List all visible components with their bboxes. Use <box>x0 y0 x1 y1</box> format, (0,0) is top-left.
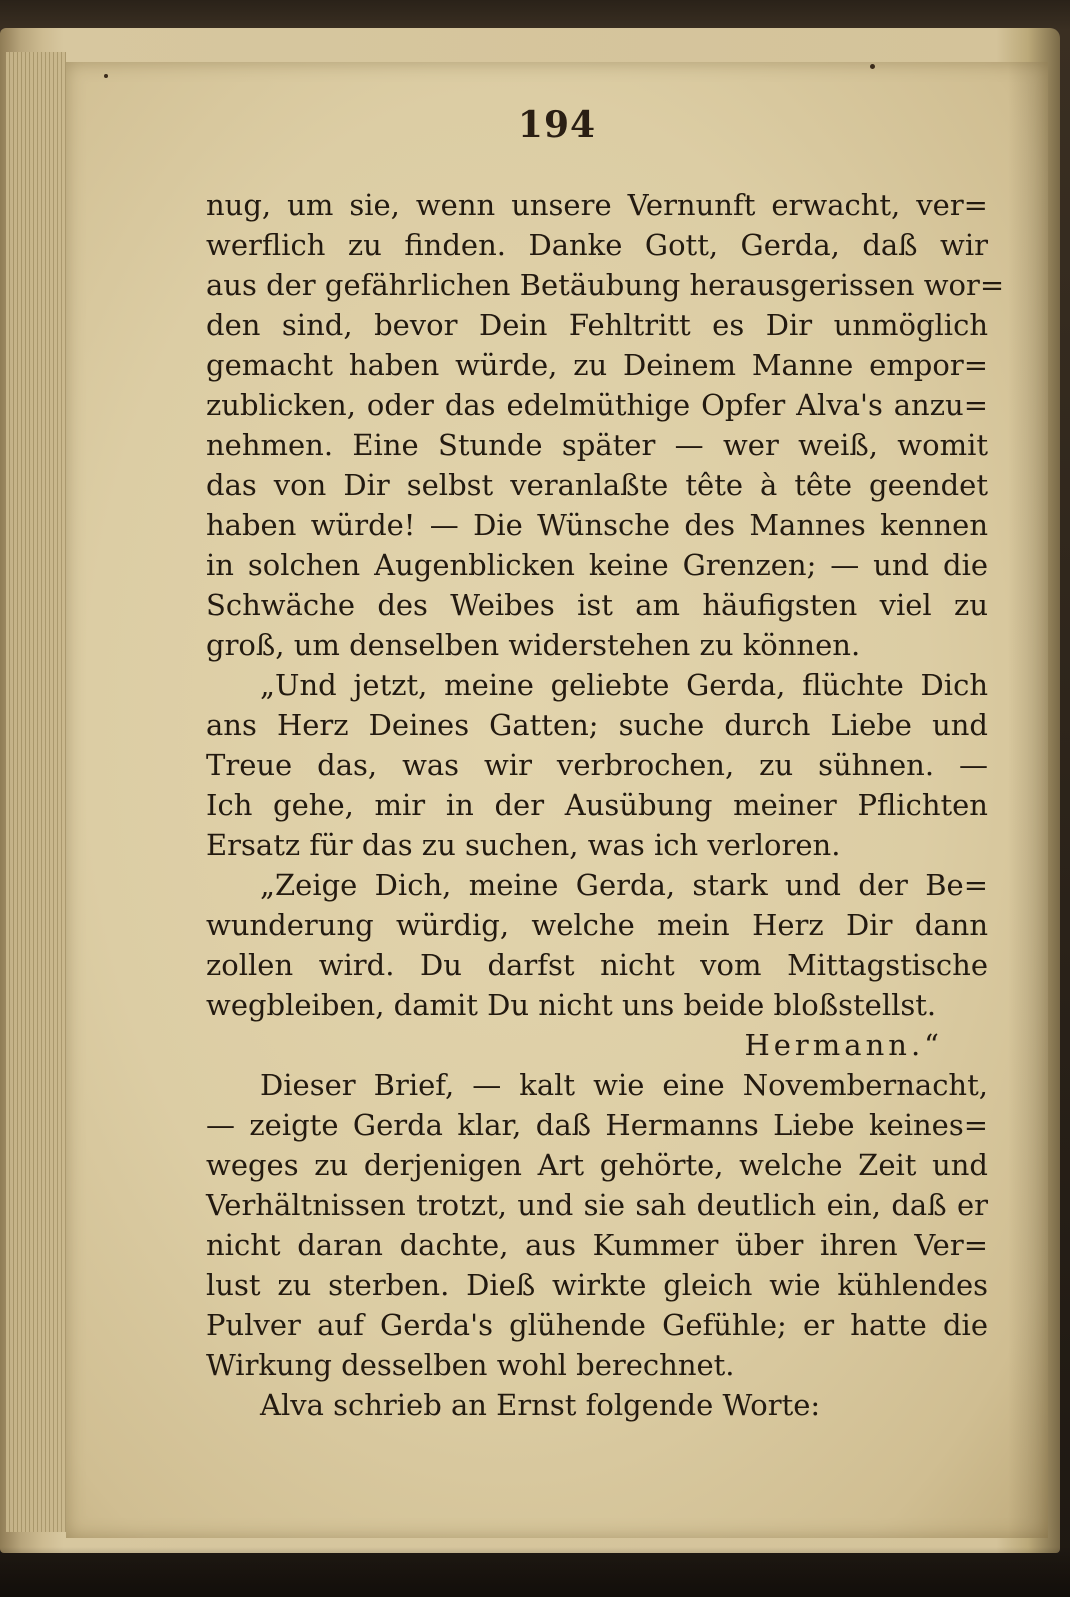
text-line: Schwäche des Weibes ist am häufigsten viel zu <box>206 588 988 622</box>
text-line: Wirkung desselben wohl berechnet. <box>206 1348 735 1382</box>
text-line: „Und jetzt, meine geliebte Gerda, flüchte Dich <box>260 668 988 702</box>
text-line: nehmen. Eine Stunde später — wer weiß, womit <box>206 428 988 462</box>
text-line: groß, um denselben widerstehen zu können. <box>206 628 861 662</box>
text-line: lust zu sterben. Dieß wirkte gleich wie kühlendes <box>206 1268 988 1302</box>
text-line: Alva schrieb an Ernst folgende Worte: <box>260 1388 821 1422</box>
text-line: aus der gefährlichen Betäubung herausgerissen wor= <box>206 268 1005 302</box>
page-stack-edges <box>6 52 66 1532</box>
text-line: den sind, bevor Dein Fehltritt es Dir unmöglich <box>206 308 988 342</box>
text-line: weges zu derjenigen Art gehörte, welche Zeit und <box>206 1148 988 1182</box>
page-gutter-shadow <box>1008 62 1048 1538</box>
text-line: Treue das, was wir verbrochen, zu sühnen. — <box>206 748 988 782</box>
ink-speck <box>104 74 108 78</box>
ink-speck <box>870 64 875 69</box>
text-line: ans Herz Deines Gatten; suche durch Liebe und <box>206 708 988 742</box>
text-line: Verhältnissen trotzt, und sie sah deutlich ein, daß er <box>206 1188 988 1222</box>
text-line: „Zeige Dich, meine Gerda, stark und der Be= <box>260 868 988 902</box>
bottom-shadow <box>0 1547 1070 1597</box>
text-line: das von Dir selbst veranlaßte tête à tête geendet <box>206 468 988 502</box>
text-line: in solchen Augenblicken keine Grenzen; — und die <box>206 548 988 582</box>
text-line: zollen wird. Du darfst nicht vom Mittagstische <box>206 948 988 982</box>
letter-signature: Hermann.“ <box>744 1028 943 1062</box>
text-line: Pulver auf Gerda's glühende Gefühle; er hatte die <box>206 1308 988 1342</box>
text-line: Dieser Brief, — kalt wie eine Novembernacht, <box>260 1068 988 1102</box>
text-line: nicht daran dachte, aus Kummer über ihren Ver= <box>206 1228 988 1262</box>
page-number: 194 <box>517 104 597 146</box>
text-line: — zeigte Gerda klar, daß Hermanns Liebe keines= <box>206 1108 988 1142</box>
text-line: werflich zu finden. Danke Gott, Gerda, daß wir <box>206 228 988 262</box>
text-line: wegbleiben, damit Du nicht uns beide bloßstellst. <box>206 988 937 1022</box>
text-line: zublicken, oder das edelmüthige Opfer Alva's anzu= <box>206 388 988 422</box>
body-text <box>206 185 1005 1425</box>
text-line: wunderung würdig, welche mein Herz Dir dann <box>206 908 988 942</box>
text-line: Ich gehe, mir in der Ausübung meiner Pflichten <box>206 788 988 822</box>
book-page <box>66 62 1048 1538</box>
text-line: nug, um sie, wenn unsere Vernunft erwacht, ver= <box>206 188 988 222</box>
text-line: Ersatz für das zu suchen, was ich verloren. <box>206 828 841 862</box>
text-line: haben würde! — Die Wünsche des Mannes kennen <box>206 508 988 542</box>
text-line: gemacht haben würde, zu Deinem Manne empor= <box>206 348 988 382</box>
